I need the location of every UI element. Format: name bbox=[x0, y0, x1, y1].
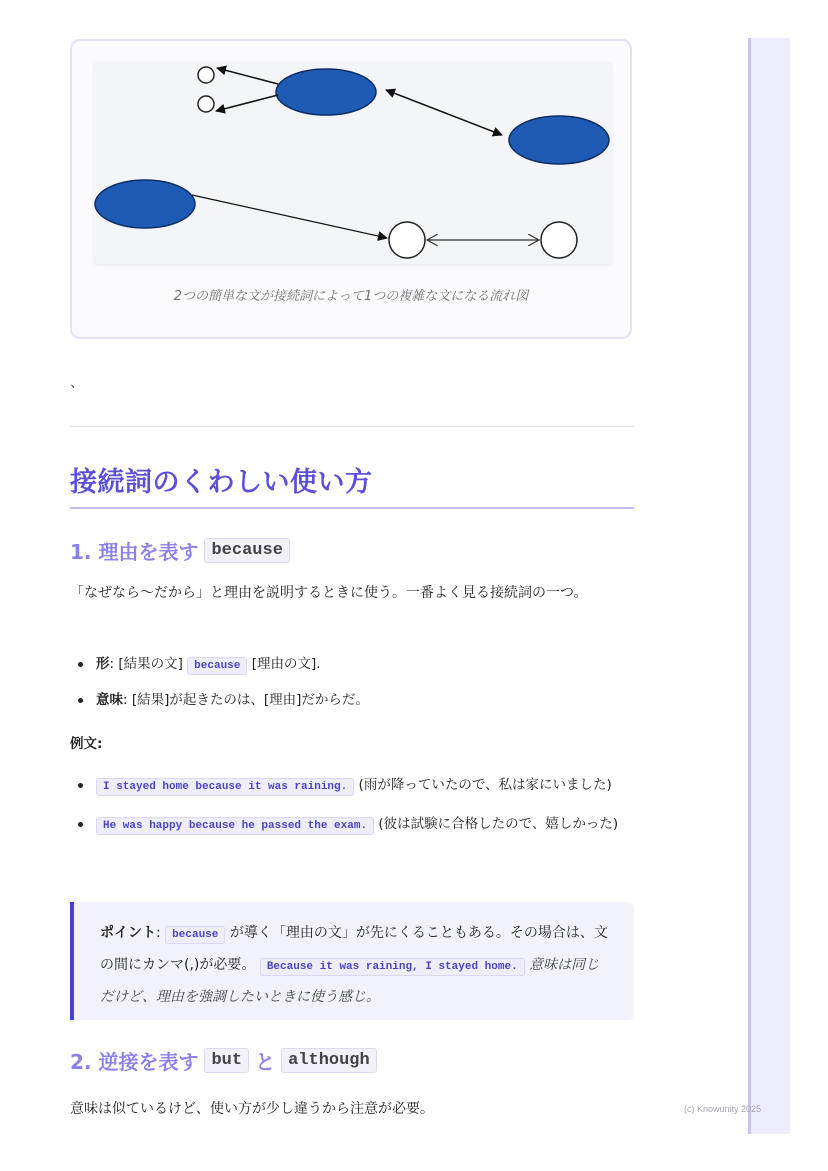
form-label: 形 bbox=[96, 656, 110, 672]
divider bbox=[70, 426, 634, 427]
examples-list bbox=[78, 773, 634, 848]
subheading-because bbox=[70, 536, 290, 565]
form-before: : [結果の文] bbox=[109, 656, 183, 672]
point-code-example: Because it was raining, I stayed home. bbox=[260, 958, 525, 976]
form-after: [理由の文]. bbox=[251, 656, 321, 672]
list-item bbox=[78, 812, 634, 838]
subheading-code-but: but bbox=[204, 1048, 249, 1073]
point-text-2: 意味は同じだけど、理由を強調したいときに使う感じ。 bbox=[100, 957, 600, 1005]
subheading-conj: と bbox=[255, 1050, 276, 1074]
ellipse-right bbox=[509, 116, 609, 164]
flow-diagram bbox=[94, 62, 612, 264]
list-item-meaning bbox=[78, 688, 634, 712]
subheading-code-although: although bbox=[281, 1048, 377, 1073]
subheading-prefix: 1. 理由を表す bbox=[70, 540, 199, 564]
ellipse-left bbox=[95, 180, 195, 228]
arrow-to-top-circle bbox=[217, 68, 278, 84]
figure-card bbox=[70, 39, 632, 339]
point-callout bbox=[70, 902, 634, 1020]
circle-mid bbox=[389, 222, 425, 258]
small-circle-top bbox=[198, 67, 214, 83]
list-item-form bbox=[78, 652, 634, 678]
meaning-text: : [結果]が起きたのは、[理由]だからだ。 bbox=[123, 692, 369, 708]
diagram-svg bbox=[94, 62, 612, 264]
but-description: 意味は似ているけど、使い方が少し違うから注意が必要。 bbox=[70, 1101, 434, 1117]
example-translation: (雨が降っていたので、私は家にいました) bbox=[358, 777, 612, 793]
small-circle-bottom bbox=[198, 96, 214, 112]
right-sidebar-strip bbox=[748, 38, 790, 1134]
arrow-to-bottom-circle bbox=[216, 95, 278, 111]
example-code: He was happy because he passed the exam. bbox=[96, 817, 374, 835]
double-arrow-ellipses bbox=[386, 90, 502, 135]
form-code: because bbox=[187, 657, 247, 675]
stray-comma: 、 bbox=[70, 375, 84, 391]
circle-right bbox=[541, 222, 577, 258]
point-code-because: because bbox=[165, 926, 225, 944]
example-translation: (彼は試験に合格したので、嬉しかった) bbox=[378, 816, 619, 832]
section-title-underline bbox=[70, 507, 634, 509]
ellipse-top bbox=[276, 69, 376, 115]
examples-label: 例文: bbox=[70, 736, 103, 752]
because-description: 「なぜなら〜だから」と理由を説明するときに使う。一番よく見る接続詞の一つ。 bbox=[70, 585, 588, 601]
form-meaning-list bbox=[78, 652, 634, 722]
subheading-prefix: 2. 逆接を表す bbox=[70, 1050, 199, 1074]
point-colon: : bbox=[156, 925, 161, 941]
point-label: ポイント bbox=[100, 925, 156, 941]
list-item bbox=[78, 773, 634, 799]
subheading-code: because bbox=[204, 538, 289, 563]
subheading-but-although bbox=[70, 1046, 377, 1075]
copyright-text: (c) Knowunity 2025 bbox=[684, 1104, 762, 1114]
figure-caption: 2つの簡単な文が接続詞によって1つの複雑な文になる流れ図 bbox=[173, 289, 529, 304]
arrow-to-mid-circle bbox=[192, 195, 387, 238]
meaning-label: 意味 bbox=[96, 692, 123, 708]
section-title: 接続詞のくわしい使い方 bbox=[70, 467, 373, 498]
example-code: I stayed home because it was raining. bbox=[96, 778, 354, 796]
point-text-1: が導く「理由の文」が先にくることもある。その場合は、文の間にカンマ(,)が必要。 bbox=[100, 925, 608, 973]
